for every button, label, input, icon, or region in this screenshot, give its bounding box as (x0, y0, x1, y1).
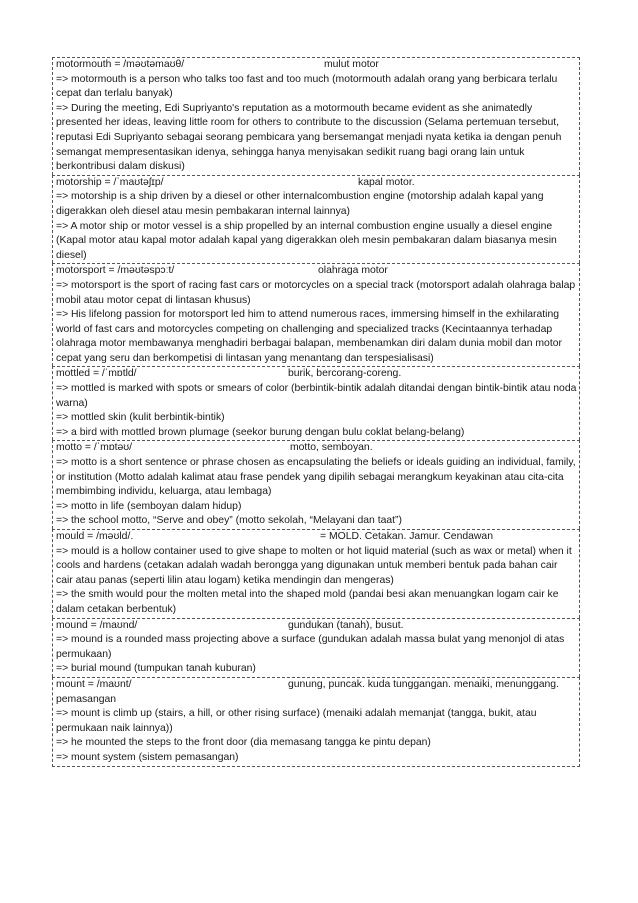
entry-headword-row (56, 678, 577, 693)
entry-headword: motormouth = /məʊtəmaʊθ/ (56, 59, 185, 70)
entry-headword: mount = /maʊnt/ (56, 678, 132, 690)
dictionary-page (52, 57, 580, 767)
entry-meaning: kapal motor. (358, 176, 415, 188)
entry-meaning: mulut motor (324, 59, 379, 70)
entry-line: => burial mound (tumpukan tanah kuburan) (56, 663, 256, 675)
entry-line: => he mounted the steps to the front door (dia memasang tangga ke pintu depan) (56, 737, 431, 749)
entry-meaning: burik, bercorang-coreng. (288, 368, 402, 380)
entry-meaning: motto, semboyan. (290, 442, 373, 454)
entry-line: => A motor ship or motor vessel is a ship propelled by an internal combustion engine usually a diesel engine (Kapal motor atau kapal motor adalah kapal yang digerakkan oleh mesin pembakaran dalam biasanya mesin diesel) (56, 220, 557, 261)
entry-headword: mound = /maʊnd/ (56, 619, 138, 631)
entry-meaning: gundukan (tanah), busut. (288, 619, 404, 631)
entry-line: => mould is a hollow container used to give shape to molten or hot liquid material (such as wax or metal) when it cools and hardens (cetakan adalah wadah berongga yang digunakan untuk memberi bentuk pada bahan cair cair atau panas (seperti lilin atau logam) ketika mendingin dan mengeras) (56, 545, 572, 586)
entry-line: => motorsport is the sport of racing fast cars or motorcycles on a special track (motorsport adalah olahraga balap mobil atau motor cepat di lintasan khusus) (56, 279, 576, 306)
entry-line: => mount system (sistem pemasangan) (56, 751, 239, 763)
entry-line: => motorship is a ship driven by a diesel or other internalcombustion engine (motorship adalah kapal yang digerakkan oleh diesel atau mesin pembakaran internal lainnya) (56, 191, 544, 217)
entry-line: => mottled skin (kulit berbintik-bintik) (56, 412, 225, 424)
entry-line: => motto in life (semboyan dalam hidup) (56, 500, 242, 512)
entry-headword-row (56, 176, 577, 191)
entry-line: => His lifelong passion for motorsport led him to attend numerous races, immersing himself in the exhilarating world of fast cars and motorcycles competing on challenging and specialized tracks (Kecintaannya terhadap olahraga motor membawanya menghadiri berbagai balapan, membenamkan diri dalam dunia mobil dan motor cepat yang seru dan berkompetisi di lintasan yang menantang dan terspesialisasi) (56, 309, 562, 364)
entry-headword: motorsport = /məʊtəspɔːt/ (56, 265, 175, 277)
entry-line: => a bird with mottled brown plumage (seekor burung dengan bulu coklat belang-belang) (56, 426, 465, 438)
entry-headword: motorship = /ˈmaʊtəʃɪp/ (56, 176, 164, 188)
entry-headword: mould = /məʊld/. (56, 531, 134, 542)
entry-headword-row (56, 264, 577, 279)
entry-meaning: = MOLD. Cetakan. Jamur. Cendawan (320, 531, 493, 542)
entry-headword-row (56, 619, 577, 634)
entry-line: => motormouth is a person who talks too fast and too much (motormouth adalah orang yang berbicara terlalu cepat dan terlalu banyak) (56, 73, 558, 100)
entry-headword-row (56, 367, 577, 382)
dictionary-entry (52, 677, 580, 767)
entry-line: => motto is a short sentence or phrase chosen as encapsulating the beliefs or ideals guiding an individual, family, or institution (Motto adalah kalimat atau frase pendek yang dipilih sebagai merangkum keyakinan atau cita-cita membimbing individu, keluarga, atau lembaga) (56, 457, 576, 498)
entry-headword-row (56, 530, 577, 545)
dictionary-entry (52, 529, 580, 618)
entry-headword-row (56, 441, 577, 456)
entry-headword-row (56, 58, 577, 73)
dictionary-entry (52, 263, 580, 366)
entry-line: => During the meeting, Edi Supriyanto's reputation as a motormouth became evident as she animatedly presented her ideas, leaving little room for others to contribute to the discussion (Selama pertemuan tersebut, reputasi Edi Supriyanto sebagai seorang pembicara yang bersemangat menjadi nyata ketika ia dengan penuh semangat mempresentasikan idenya, sehingga hanya menyisakan sedikit ruang bagi orang lain untuk berkontribusi dalam diskusi) (56, 102, 562, 173)
entry-line: => the school motto, “Serve and obey” (motto sekolah, “Melayani dan taat”) (56, 515, 402, 527)
dictionary-entry (52, 57, 580, 175)
dictionary-entry (52, 440, 580, 529)
dictionary-entry (52, 366, 580, 440)
dictionary-entry (52, 175, 580, 264)
entry-meaning: gunung, puncak. kuda tunggangan. menaiki, menunggang. (288, 678, 559, 690)
entry-line: => mottled is marked with spots or smears of color (berbintik-bintik adalah ditandai dengan bintik-bintik atau noda warna) (56, 383, 577, 409)
dictionary-entry (52, 618, 580, 677)
entry-headword: motto = /ˈmɒtəʊ/ (56, 442, 133, 454)
entry-headword: mottled = /ˈmɒtld/ (56, 368, 137, 380)
entry-line: => mound is a rounded mass projecting above a surface (gundukan adalah massa bulat yang menonjol di atas permukaan) (56, 634, 565, 660)
entry-line: pemasangan (56, 693, 117, 705)
entry-line: => mount is climb up (stairs, a hill, or other rising surface) (menaiki adalah memanjat (tangga, bukit, atau permukaan naik lainnya)) (56, 708, 537, 734)
entry-line: => the smith would pour the molten metal into the shaped mold (pandai besi akan menuangkan logam cair ke dalam cetakan berbentuk) (56, 589, 559, 615)
entry-meaning: olahraga motor (318, 265, 388, 277)
